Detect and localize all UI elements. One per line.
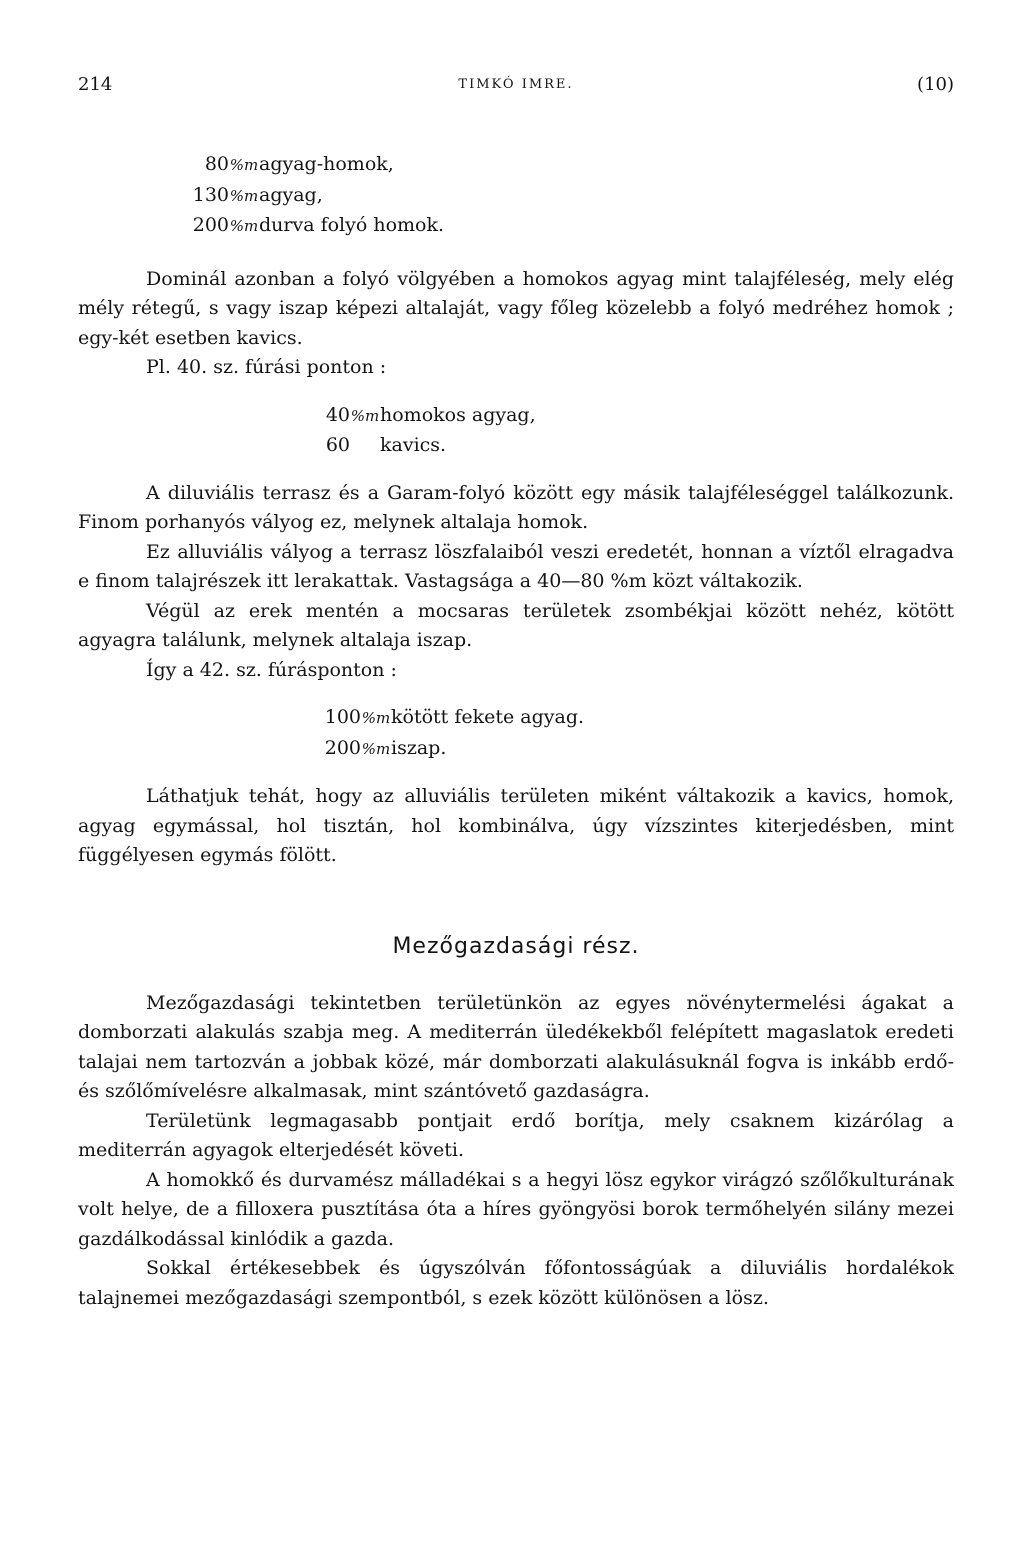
page-number: 214	[78, 74, 113, 95]
layer-unit: %m	[361, 739, 391, 758]
layer-material: kavics.	[380, 434, 447, 456]
layer-depth: 200	[324, 736, 361, 759]
layer-unit: %m	[361, 709, 391, 727]
layer-row	[171, 211, 954, 242]
layer-material: agyag-homok,	[259, 153, 394, 175]
layer-row	[171, 150, 954, 181]
layer-unit: %m	[229, 217, 259, 235]
layer-unit: %m	[229, 156, 259, 174]
paragraph: Pl. 40. sz. fúrási ponton :	[146, 356, 387, 378]
layer-material: iszap.	[391, 736, 447, 759]
paragraph: Végül az erek mentén a mocsaras területek zsombékjai között nehéz, kötött agyagra találunk, melynek altalaja iszap.	[78, 599, 954, 651]
layer-unit: %m	[229, 186, 259, 205]
layer-depth: 100	[324, 706, 361, 728]
layer-material: kötött fekete agyag.	[391, 706, 585, 728]
paragraph: Dominál azonban a folyó völgyében a homokos agyag mint talajféleség, mely elég mély rétegű, s vagy iszap képezi altalaját, vagy főleg közelebb a folyó medréhez homok ; egy-két esetben kavics.	[78, 267, 954, 349]
layer-row	[323, 431, 954, 461]
paragraph: Láthatjuk tehát, hogy az alluviális területen miként váltakozik a kavics, homok, agyag egymással, hol tisztán, hol kombinálva, úgy vízszintes kiterjedésben, mint függélyesen egymás fölött.	[78, 785, 954, 866]
layer-material: homokos agyag,	[380, 403, 536, 426]
layer-material: durva folyó homok.	[259, 214, 445, 236]
layer-depth: 40	[325, 403, 350, 426]
boring-layers-mid	[323, 401, 954, 461]
paragraph: Mezőgazdasági tekintetben területünkön az egyes növénytermelési ágakat a domborzati alakulás szabja meg. A mediterrán üledékekből felépített magaslatok eredeti talajai nem tartozván a jobbak közé, már domborzati alakulásuknál fogva is inkább erdő- és szőlőmívelésre alkalmasak, mint szántóvető gazdaságra.	[78, 991, 954, 1102]
paragraph: A homokkő és durvamész málladékai s a hegyi lösz egykor virágzó szőlőkulturának volt helye, de a filloxera pusztítása óta a híres gyöngyösi borok termőhelyén silány mezei gazdálkodással kinlódik a gazda.	[78, 1168, 954, 1250]
layer-depth: 130	[192, 183, 229, 206]
section-number: (10)	[917, 74, 954, 95]
paragraph: Így a 42. sz. fúrásponton :	[146, 658, 397, 681]
layer-row	[171, 181, 954, 212]
layer-row	[323, 401, 954, 432]
document-page	[78, 62, 954, 1313]
layer-row	[324, 703, 954, 734]
boring-layers-top	[171, 150, 954, 242]
running-title: TIMKÓ IMRE.	[458, 77, 574, 92]
paragraph: Sokkal értékesebbek és úgyszólván főfontosságúak a diluviális hordalékok talajnemei mezőgazdasági szempontból, s ezek között különösen a lösz.	[78, 1257, 954, 1309]
layer-unit: %m	[350, 406, 380, 425]
layer-row	[324, 734, 954, 765]
boring-layers-bottom	[324, 703, 954, 764]
layer-material: agyag,	[259, 183, 323, 206]
layer-depth: 60	[325, 434, 350, 456]
layer-depth: 200	[192, 214, 229, 236]
layer-depth: 80	[204, 153, 229, 175]
paragraph: Területünk legmagasabb pontjait erdő borítja, mely csaknem kizárólag a mediterrán agyagok elterjedését követi.	[78, 1109, 954, 1161]
paragraph: Ez alluviális vályog a terrasz löszfalaiból veszi eredetét, honnan a víztől elragadva e finom talajrészek itt lerakattak. Vastagsága a 40—80 %m közt váltakozik.	[78, 540, 954, 592]
page-header	[78, 62, 954, 98]
section-title: Mezőgazdasági rész.	[392, 933, 640, 959]
paragraph: A diluviális terrasz és a Garam-folyó között egy másik talajféleséggel találkozunk. Finom porhanyós vályog ez, melynek altalaja homok.	[78, 481, 954, 533]
